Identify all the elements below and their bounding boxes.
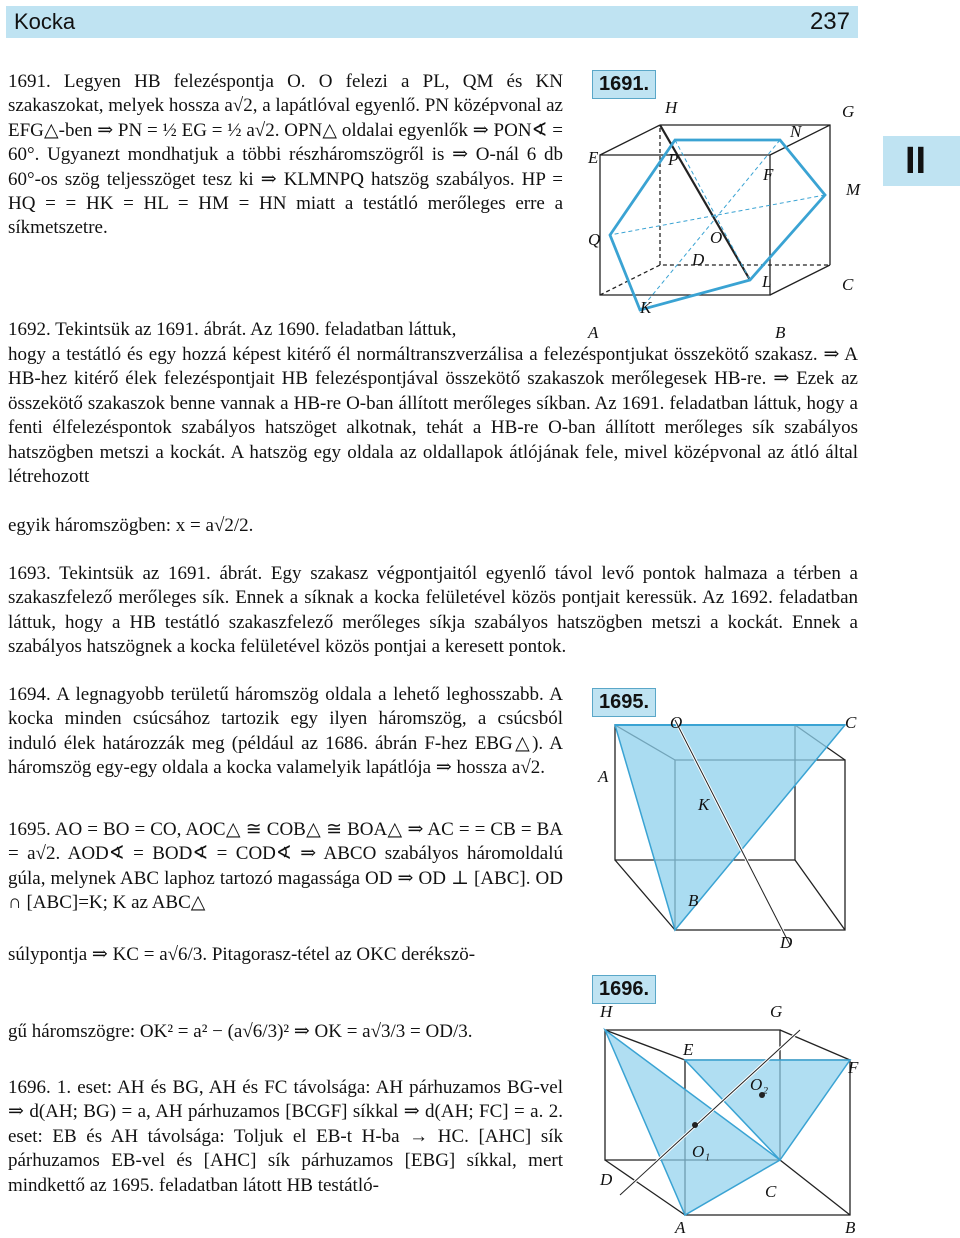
pt-K-1695: K bbox=[698, 795, 710, 814]
pt-K: K bbox=[640, 298, 652, 317]
solution-1695-centroid: súlypontja ⇒ KC = a√6/3. Pitagorasz-tétel az OKC derékszö- bbox=[8, 944, 476, 965]
pt-H-1696: H bbox=[600, 1002, 613, 1021]
pt-B-1695: B bbox=[688, 891, 699, 910]
solution-1695: 1695. AO = BO = CO, AOC△ ≅ COB△ ≅ BOA△ ⇒ AC = = CB = BA = a√2. AOD∢ = BOD∢ = COD∢ ⇒ ABCO szabályos háromoldalú gúla, melynek ABC laphoz tartozó magassága OD ⇒ OD ⊥ [ABC]. OD ∩ [ABC]=K; K az ABC△ bbox=[8, 819, 563, 914]
pt-O2-1696: O₂ bbox=[750, 1075, 769, 1094]
solution-1694: 1694. A legnagyobb területű háromszög oldala a lehető leghosszabb. A kocka minden csúcsához tartozik egy ilyen háromszög, a csúcsból induló élek határozzák meg (például az 1686. ábrán F-hez EBG△). A háromszög egy-egy oldala a kocka valamelyik lapátlója ⇒ hossza a√2. bbox=[8, 684, 563, 779]
figure-1691-label: 1691. bbox=[592, 70, 656, 99]
pt-E-1696: E bbox=[683, 1040, 694, 1059]
solution-1692: hogy a testátló és egy hozzá képest kitérő él normáltranszverzálisa a felezéspontjukat összekötő szakasz. ⇒ A HB-hez kitérő élek felezéspontjait HB felezéspontjával összekötő szakaszok merőlegesek HB-re. ⇒ Ezek az összekötő szakaszok benne vannak a HB-re O-ban állított merőleges síkban. Az 1691. feladatban láttuk, hogy a fenti élfelezéspontok szabályos hatszöget alkotnak, tehát a HB-re O-ban állított merőleges sík szabályos hatszögben metszi a kockát. A hatszög egy oldala az oldallapok átlójának fele, mivel középvonal az átló által létrehozott bbox=[8, 344, 858, 488]
pt-D-1695: D bbox=[780, 933, 793, 952]
solution-1695-pythagoras: gű háromszögre: OK² = a² − (a√6/3)² ⇒ OK = a√3/3 = OD/3. bbox=[8, 1021, 473, 1042]
pt-G-1696: G bbox=[770, 1002, 783, 1021]
pt-B: B bbox=[775, 323, 786, 342]
pt-L: L bbox=[762, 272, 772, 291]
pt-A-1695: A bbox=[598, 767, 609, 786]
pt-Q: Q bbox=[588, 230, 601, 249]
pt-O1-1696: O₁ bbox=[692, 1142, 711, 1161]
figure-1695 bbox=[580, 710, 865, 960]
solution-1691: 1691. Legyen HB felezéspontja O. O felezi a PL, QM és KN szakaszokat, melyek hossza a√2, a lapátlóval egyenlő. PN középvonal az EFG△-ben ⇒ PN = ½ EG = ½ a√2. OPN△ oldalai egyenlők ⇒ PON∢ = 60°. Ugyanezt mondhatjuk a többi részháromszögről is ⇒ O-nál 6 db 60°-os szög teljesszöget tesz ki ⇒ KLMNPQ hatszög szabályos. HP = HQ = = HK = HL = HM = HN miatt a testátló merőleges erre a síkmetszetre. bbox=[8, 71, 563, 239]
pt-E: E bbox=[588, 148, 599, 167]
solution-1693: 1693. Tekintsük az 1691. ábrát. Egy szakasz végpontjaitól egyenlő távol levő pontok halmaza a térben a szakaszfelező merőleges sík. Ennek a síknak a kocka felületével közös pontjait keressük. Az 1692. feladatban láttuk, hogy a HB testátló szakaszfelező merőleges síkja szabályos hatszögben metszi a kockát. Ennek a szabályos hatszögnek a kocka felületével közös pontjai a keresett pontok. bbox=[8, 563, 858, 658]
chapter-tab-label: II bbox=[905, 140, 927, 182]
pt-N: N bbox=[790, 122, 802, 141]
pt-C-1695: C bbox=[845, 713, 857, 732]
figure-1696-label: 1696. bbox=[592, 975, 656, 1004]
pt-F-1696: F bbox=[848, 1058, 859, 1077]
chapter-title: Kocka bbox=[14, 9, 76, 34]
pt-O: O bbox=[710, 228, 723, 247]
pt-F: F bbox=[763, 165, 774, 184]
pt-A: A bbox=[588, 323, 599, 342]
solution-1692-intro: 1692. Tekintsük az 1691. ábrát. Az 1690. feladatban láttuk, bbox=[8, 319, 457, 340]
page-number: 237 bbox=[809, 8, 850, 35]
pt-D-1696: D bbox=[600, 1170, 613, 1189]
pt-G: G bbox=[842, 102, 855, 121]
figure-1691 bbox=[580, 95, 865, 345]
figure-1695-label: 1695. bbox=[592, 688, 656, 717]
solution-1692-result: egyik háromszögben: x = a√2/2. bbox=[8, 515, 254, 536]
pt-B-1696: B bbox=[845, 1218, 856, 1237]
pt-P: P bbox=[668, 150, 679, 169]
pt-M: M bbox=[846, 180, 861, 199]
pt-C-1696: C bbox=[765, 1182, 777, 1201]
pt-H: H bbox=[665, 98, 678, 117]
chapter-tab bbox=[883, 136, 960, 186]
solution-1696: 1696. 1. eset: AH és BG, AH és FC távolsága: AH párhuzamos BG-vel ⇒ d(AH; BG) = a, AH párhuzamos [BCGF] síkkal ⇒ d(AH; FC] = a. 2. eset: EB és AH távolsága: Toljuk el EB-t H-ba → HC. [AHC] sík párhuzamos EB-vel és [AHC] sík párhuzamos [EBG] síkkal, mert mindkettő az 1695. feladatban látott HB testátló- bbox=[8, 1077, 563, 1196]
pt-O-1695: O bbox=[670, 713, 683, 732]
figure-1696 bbox=[580, 995, 865, 1238]
page-header bbox=[6, 6, 858, 38]
pt-D: D bbox=[692, 250, 705, 269]
pt-A-1696: A bbox=[675, 1218, 686, 1237]
pt-C: C bbox=[842, 275, 854, 294]
